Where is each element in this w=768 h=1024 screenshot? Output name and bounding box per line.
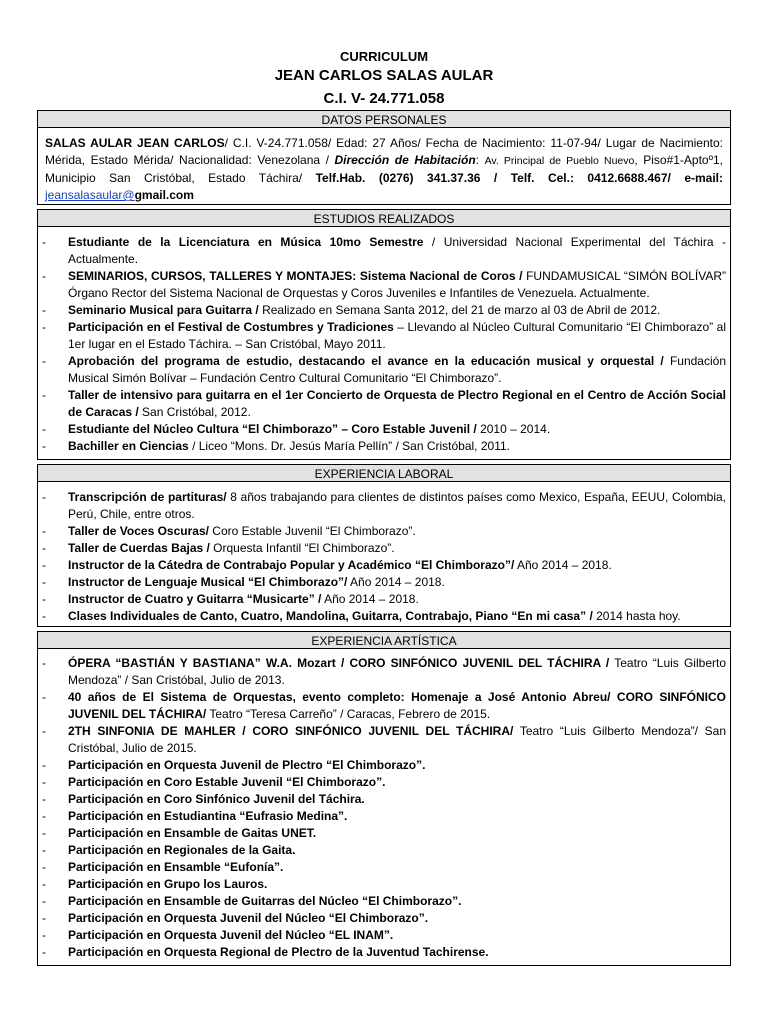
- estudios-list: [42, 234, 726, 455]
- list-item: - Aprobación del programa de estudio, destacando el avance en la educación musical y orquestal / Fundación Musical Simón Bolívar – Fundación Centro Cultural Comunitario “El Chimborazo”.: [42, 353, 726, 387]
- address-value: Av. Principal de Pueblo Nuevo: [484, 155, 635, 167]
- list-item: - Estudiante de la Licenciatura en Música 10mo Semestre / Universidad Nacional Experimental del Táchira - Actualmente.: [42, 234, 726, 268]
- person-name: JEAN CARLOS SALAS AULAR: [274, 67, 494, 84]
- experiencia-list: [42, 489, 726, 625]
- list-item: - Participación en Orquesta Regional de Plectro de la Juventud Tachirense.: [42, 944, 726, 961]
- list-item: - Participación en Estudiantina “Eufrasio Medina”.: [42, 808, 726, 825]
- list-item: - Participación en Grupo los Lauros.: [42, 876, 726, 893]
- personal-name: SALAS AULAR JEAN CARLOS: [45, 136, 225, 150]
- list-item: - Taller de Voces Oscuras/ Coro Estable Juvenil “El Chimborazo”.: [42, 523, 726, 540]
- list-item: - Participación en el Festival de Costumbres y Tradiciones – Llevando al Núcleo Cultural Comunitario “El Chimborazo” al 1er lugar en el Estado Táchira. – San Cristóbal, Mayo 2011.: [42, 319, 726, 353]
- address-label: Dirección de Habitación: [334, 153, 476, 167]
- list-item: - Instructor de Cuatro y Guitarra “Musicarte” / Año 2014 – 2018.: [42, 591, 726, 608]
- list-item: - Participación en Coro Sinfónico Juvenil del Táchira.: [42, 791, 726, 808]
- list-item: - Taller de intensivo para guitarra en el 1er Concierto de Orquesta de Plectro Regional en el Centro de Acción Social de Caracas / San Cristóbal, 2012.: [42, 387, 726, 421]
- personal-data: SALAS AULAR JEAN CARLOS/ C.I. V-24.771.058/ Edad: 27 Años/ Fecha de Nacimiento: 11-07-94/ Lugar de Nacimiento: Mérida, Estado Mérida/ Nacionalidad: Venezolana / Dirección de Habitación: Av. Principal de Pueblo Nuevo, Piso#1-Aptoº1, Municipio San Cristóbal, Estado Táchira/ Telf.Hab. (0276) 341.37.36 / Telf. Cel.: 0412.6688.467/ e-mail: jeansalasaular@gmail.com: [45, 136, 724, 202]
- list-item: - 2TH SINFONIA DE MAHLER / CORO SINFÓNICO JUVENIL DEL TÁCHIRA/ Teatro “Luis Gilberto Mendoza”/ San Cristóbal, Julio de 2015.: [42, 723, 726, 757]
- list-item: - Instructor de la Cátedra de Contrabajo Popular y Académico “El Chimborazo”/ Año 2014 – 2018.: [42, 557, 726, 574]
- email-domain: gmail.com: [134, 188, 194, 202]
- list-item: - Estudiante del Núcleo Cultura “El Chimborazo” – Coro Estable Juvenil / 2010 – 2014.: [42, 421, 726, 438]
- section-header-artistica: EXPERIENCIA ARTÍSTICA: [37, 631, 731, 649]
- list-item: - Participación en Coro Estable Juvenil “El Chimborazo”.: [42, 774, 726, 791]
- section-header-datos: DATOS PERSONALES: [37, 110, 731, 128]
- list-item: - Bachiller en Ciencias / Liceo “Mons. Dr. Jesús María Pellín” / San Cristóbal, 2011.: [42, 438, 726, 455]
- list-item: - Seminario Musical para Guitarra / Realizado en Semana Santa 2012, del 21 de marzo al 03 de Abril de 2012.: [42, 302, 726, 319]
- list-item: - Participación en Regionales de la Gaita.: [42, 842, 726, 859]
- list-item: - Participación en Ensamble de Guitarras del Núcleo “El Chimborazo”.: [42, 893, 726, 910]
- list-item: - Instructor de Lenguaje Musical “El Chimborazo”/ Año 2014 – 2018.: [42, 574, 726, 591]
- list-item: - SEMINARIOS, CURSOS, TALLERES Y MONTAJES: Sistema Nacional de Coros / FUNDAMUSICAL “SIMÓN BOLÍVAR” Órgano Rector del Sistema Nacional de Orquestas y Coros Juveniles e Infantiles de Venezuela. Actualmente.: [42, 268, 726, 302]
- personal-details-1: / C.I. V-24.771.058/ Edad: 27 Años/ Fecha de Nacimiento: 11-07-94/ Lugar de Nacimiento: Mérida, Estado Mérida/ Nacionalidad: Venezolana /: [45, 136, 723, 167]
- list-item: - Participación en Ensamble de Gaitas UNET.: [42, 825, 726, 842]
- doc-title: CURRICULUM: [339, 49, 429, 64]
- section-header-estudios: ESTUDIOS REALIZADOS: [37, 209, 731, 227]
- list-item: - ÓPERA “BASTIÁN Y BASTIANA” W.A. Mozart / CORO SINFÓNICO JUVENIL DEL TÁCHIRA / Teatro “Luis Gilberto Mendoza” / San Cristóbal, Julio de 2013.: [42, 655, 726, 689]
- artistica-list: [42, 655, 726, 961]
- list-item: - Participación en Orquesta Juvenil de Plectro “El Chimborazo”.: [42, 757, 726, 774]
- list-item: - Participación en Orquesta Juvenil del Núcleo “El Chimborazo”.: [42, 910, 726, 927]
- list-item: - Taller de Cuerdas Bajas / Orquesta Infantil “El Chimborazo”.: [42, 540, 726, 557]
- list-item: - 40 años de El Sistema de Orquestas, evento completo: Homenaje a José Antonio Abreu/ CORO SINFÓNICO JUVENIL DEL TÁCHIRA/ Teatro “Teresa Carreño” / Caracas, Febrero de 2015.: [42, 689, 726, 723]
- phone-info: Telf.Hab. (0276) 341.37.36 / Telf. Cel.: 0412.6688.467/ e-mail:: [315, 171, 724, 185]
- list-item: - Clases Individuales de Canto, Cuatro, Mandolina, Guitarra, Contrabajo, Piano “En mi casa” / 2014 hasta hoy.: [42, 608, 726, 625]
- person-ci: C.I. V- 24.771.058: [323, 90, 445, 107]
- list-item: - Transcripción de partituras/ 8 años trabajando para clientes de distintos países como Mexico, España, EEUU, Colombia, Perú, Chile, entre otros.: [42, 489, 726, 523]
- personal-details-2: , Piso#1-Aptoº1, Municipio San Cristóbal, Estado Táchira/: [45, 153, 723, 185]
- list-item: - Participación en Orquesta Juvenil del Núcleo “EL INAM”.: [42, 927, 726, 944]
- email-link[interactable]: jeansalasaular@: [45, 188, 135, 202]
- section-header-experiencia: EXPERIENCIA LABORAL: [37, 464, 731, 482]
- list-item: - Participación en Ensamble “Eufonía”.: [42, 859, 726, 876]
